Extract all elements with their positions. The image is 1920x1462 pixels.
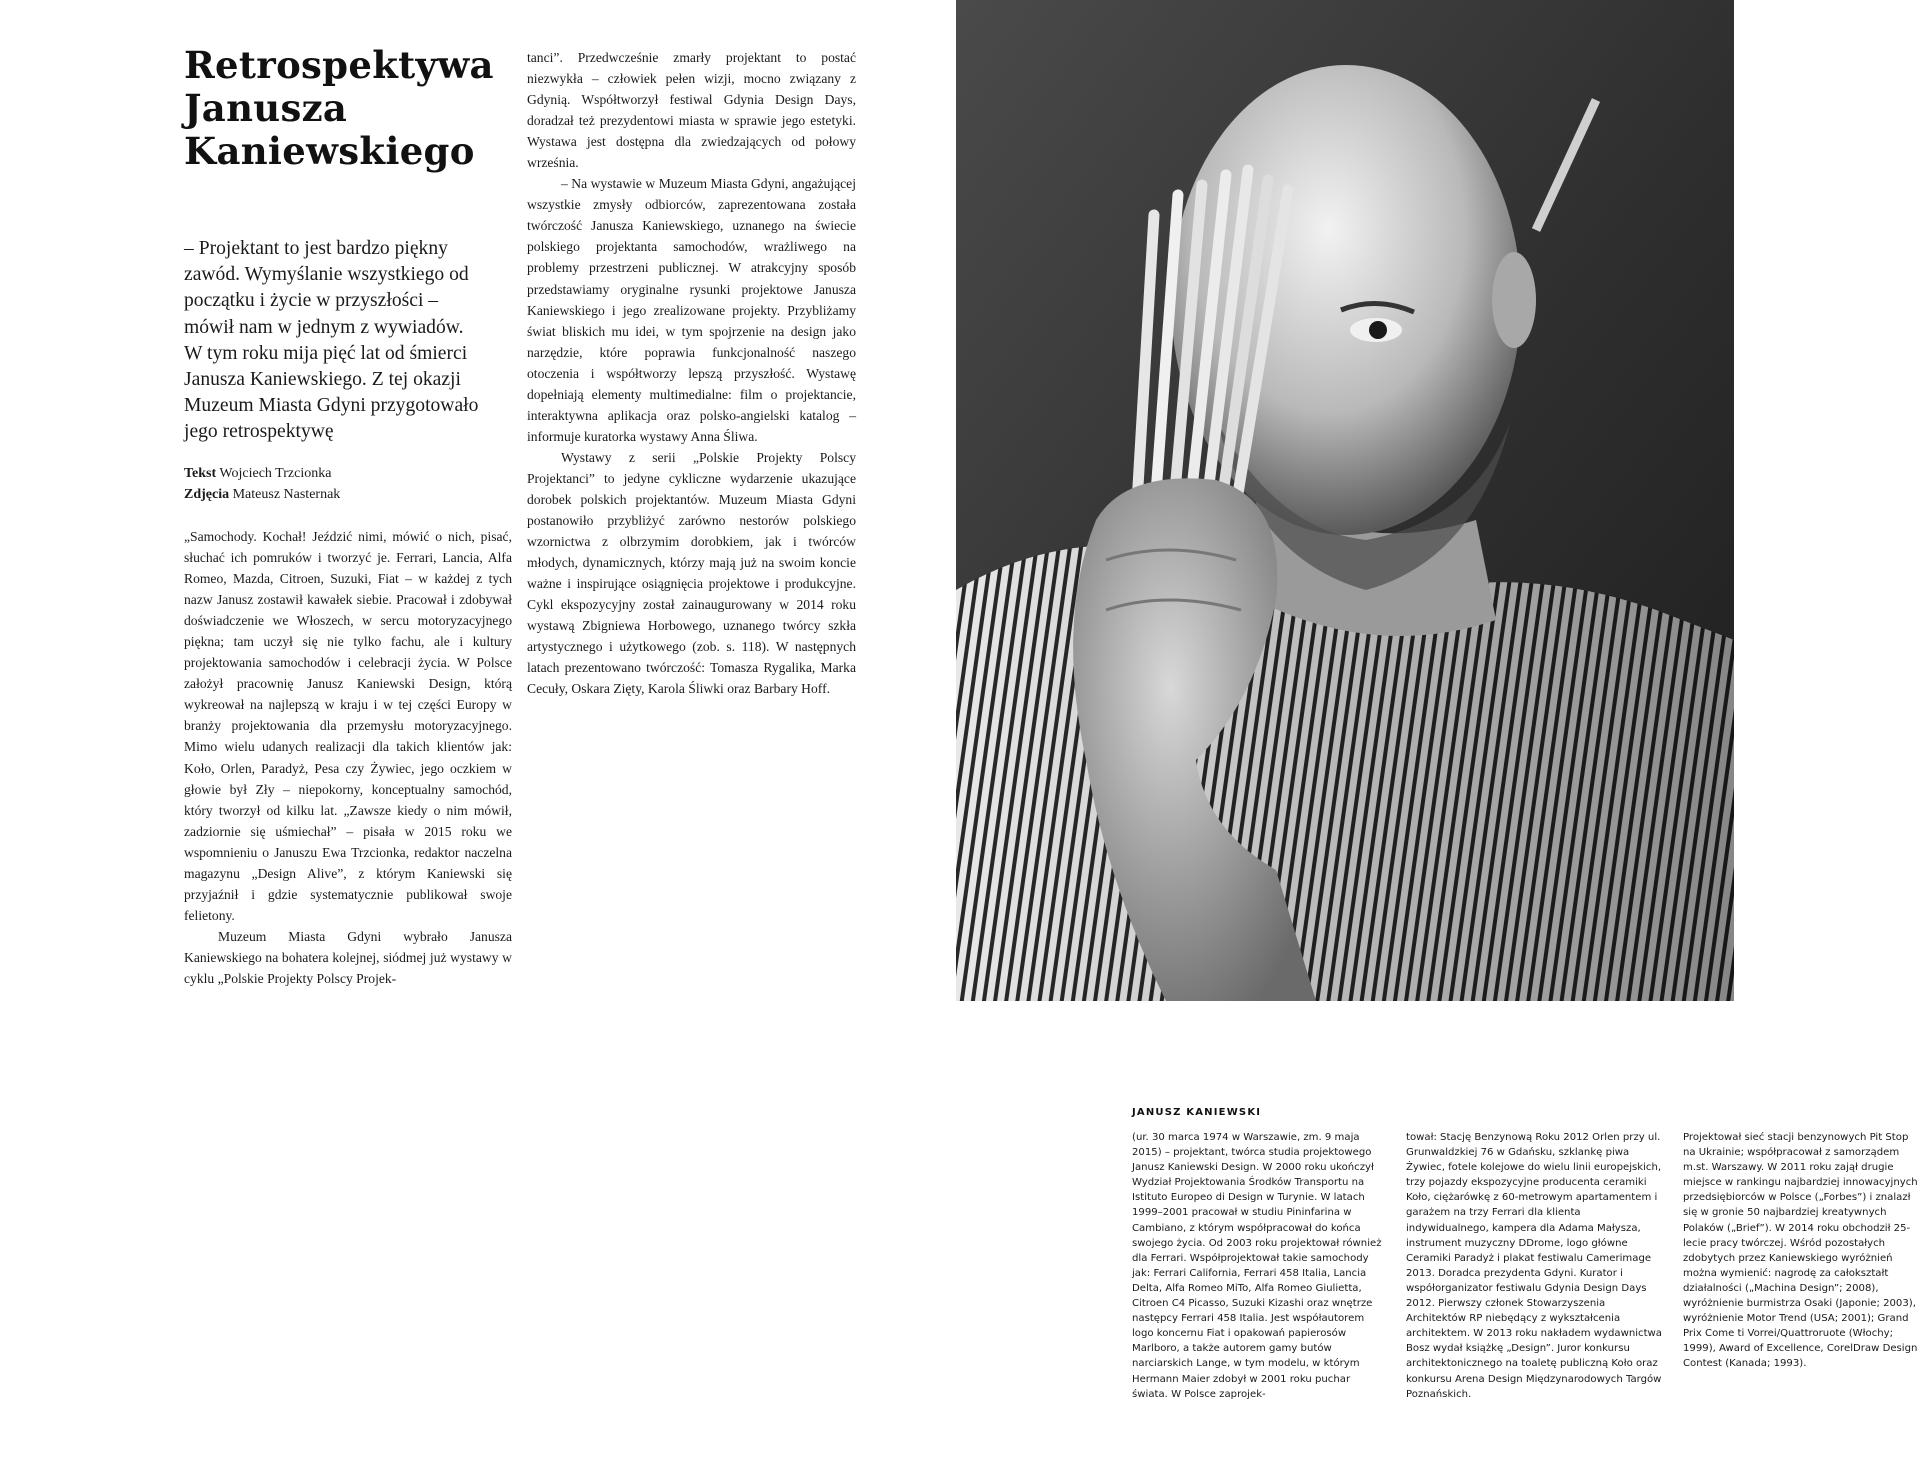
credits (184, 463, 504, 505)
bio-column-1 (1132, 1130, 1386, 1402)
text-credit (184, 463, 504, 484)
article-lead: – Projektant to jest bardzo piękny zawód. Wymyślanie wszystkiego od początku i życie w przyszłości – mówił nam w jednym z wywiadów. W tym roku mija pięć lat od śmierci Janusza Kaniewskiego. Z tej okazji Muzeum Miasta Gdyni przygotowało jego retrospektywę (184, 238, 479, 443)
bio-heading: JANUSZ KANIEWSKI (1132, 1107, 1262, 1118)
article-title (184, 44, 514, 173)
photo-credit-label: Zdjęcia (184, 487, 230, 502)
title-line: Retrospektywa (184, 43, 494, 87)
bio-paragraph: Projektował sieć stacji benzynowych Pit Stop na Ukrainie; współpracował z samorządem m.st. Warszawy. W 2011 roku zajął drugie miejsce w rankingu najbardziej innowacyjnych przedsiębiorców w Polsce („Forbes”) i znalazł się w gronie 50 najbardziej kreatywnych Polaków („Brief”). W 2014 roku obchodził 25-lecie pracy twórczej. Wśród pozostałych zdobytych przez Kaniewskiego wyróżnień można wymienić: nagrodę za całokształt działalności („Machina Design”; 2008), wyróżnienie burmistrza Osaki (Japonie; 2003), wyróżnienie Motor Trend (USA; 2001); Grand Prix Come ti Vorrei/Quattroruote (Włochy; 1999), Award of Excellence, CorelDraw Design Contest (Kanada; 1993). (1683, 1132, 1918, 1370)
text-credit-author: Wojciech Trzcionka (219, 466, 332, 481)
body-paragraph: Muzeum Miasta Gdyni wybrało Janusza Kaniewskiego na bohatera kolejnej, siódmej już wystawy w cyklu „Polskie Projekty Polscy Projek- (184, 928, 512, 986)
body-paragraph: – Na wystawie w Muzeum Miasta Gdyni, angażującej wszystkie zmysły odbiorców, zaprezentowana została twórczość Janusza Kaniewskiego, uznanego na świecie polskiego projektanta samochodów, wrażliwego na problemy przestrzeni publicznej. W atrakcyjny sposób przedstawiamy oryginalne rysunki projektowe Janusza Kaniewskiego i jego zrealizowane projekty. Przybliżamy świat bliskich mu idei, w tym spojrzenie na design jako narzędzie, które poprawia funkcjonalność naszego otoczenia i współtworzy lepszą przyszłość. Wystawę dopełniają elementy multimedialne: film o projektancie, interaktywna aplikacja oraz polsko-angielski katalog – informuje kuratorka wystawy Anna Śliwa. (527, 176, 856, 444)
bio-paragraph: tował: Stację Benzynową Roku 2012 Orlen przy ul. Grunwaldzkiej 76 w Gdańsku, szklankę piwa Żywiec, fotele kolejowe do wielu linii europejskich, trzy pojazdy ekspozycyjne producenta ceramiki Koło, ciężarówkę z 60-metrowym apartamentem i garażem na trzy Ferrari dla klienta indywidualnego, kampera dla Adama Małysza, instrument muzyczny DDrome, logo główne Ceramiki Paradyż i plakat festiwalu Camerimage 2013. Doradca prezydenta Gdyni. Kurator i współorganizator festiwalu Gdynia Design Days 2012. Pierwszy członek Stowarzyszenia Architektów RP niebędący z wykształcenia architektem. W 2013 roku nakładem wydawnictwa Bosz wydał książkę „Design”. Juror konkursu architektonicznego na toaletę publiczną Koło oraz konkursu Arena Design Międzynarodowych Targów Poznańskich. (1406, 1132, 1662, 1400)
title-line: Kaniewskiego (184, 129, 475, 173)
bio-paragraph: (ur. 30 marca 1974 w Warszawie, zm. 9 maja 2015) – projektant, twórca studia projektowego Janusz Kaniewski Design. W 2000 roku ukończył Wydział Projektowania Środków Transportu na Istituto Europeo di Design w Turynie. W latach 1999–2001 pracował w studiu Pininfarina w Cambiano, z którym współpracował do końca swojego życia. Od 2003 roku projektował również dla Ferrari. Współprojektował takie samochody jak: Ferrari California, Ferrari 458 Italia, Lancia Delta, Alfa Romeo MiTo, Alfa Romeo Giulietta, Citroen C4 Picasso, Suzuki Kizashi oraz wnętrze następcy Ferrari 458 Italia. Jest współautorem logo koncernu Fiat i opakowań papierosów Marlboro, a także autorem gamy butów narciarskich Lange, w tym modelu, w którym Hermann Maier zdobył w 2001 roku puchar świata. W Polsce zaprojek- (1132, 1132, 1382, 1400)
body-column-2 (527, 47, 856, 699)
photo-credit (184, 484, 504, 505)
body-paragraph: tanci”. Przedwcześnie zmarły projektant to postać niezwykła – człowiek pełen wizji, mocno związany z Gdynią. Współtworzył festiwal Gdynia Design Days, doradzał też prezydentowi miasta w sprawie jego estetyki. Wystawa jest dostępna dla zwiedzających od połowy września. (527, 50, 856, 171)
portrait-photo (956, 0, 1734, 1001)
bio-column-3 (1683, 1130, 1920, 1372)
photo-credit-author: Mateusz Nasternak (232, 487, 341, 502)
portrait-illustration (956, 0, 1734, 1001)
body-column-1 (184, 526, 512, 989)
bio-column-2 (1406, 1130, 1662, 1402)
body-paragraph: „Samochody. Kochał! Jeździć nimi, mówić o nich, pisać, słuchać ich pomruków i tworzyć je. Ferrari, Lancia, Alfa Romeo, Mazda, Citroen, Suzuki, Fiat – w każdej z tych nazw Janusz zostawił kawałek siebie. Pracował i zdobywał doświadczenie we Włoszech, w sercu motoryzacyjnego piękna; tam uczył się nie tylko fachu, ale i kultury projektowania samochodów i celebracji życia. W Polsce założył pracownię Janusz Kaniewski Design, którą wykreował na najlepszą w kraju i w tej części Europy w branży projektowania dla przemysłu motoryzacyjnego. Mimo wielu udanych realizacji dla takich klientów jak: Koło, Orlen, Paradyż, Pesa czy Żywiec, jego oczkiem w głowie był Zły – niepokorny, konceptualny samochód, który tworzył od kilku lat. „Zawsze kiedy o nim mówił, zadziornie się uśmiechał” – pisała w 2015 roku we wspomnieniu o Januszu Ewa Trzcionka, redaktor naczelna magazynu „Design Alive”, z którym Kaniewski się przyjaźnił i gdzie systematycznie publikował swoje felietony. (184, 529, 512, 923)
body-paragraph: Wystawy z serii „Polskie Projekty Polscy Projektanci” to jedyne cykliczne wydarzenie ukazujące dorobek polskich projektantów. Muzeum Miasta Gdyni postanowiło przybliżyć zarówno nestorów polskiego wzornictwa z olbrzymim dorobkiem, jak i twórców młodych, dynamicznych, którzy mają już na swoim koncie ważne i inspirujące osiągnięcia projektowe i produkcyjne. Cykl ekspozycyjny został zainaugurowany w 2014 roku wystawą Zbigniewa Horbowego, uznanego twórcy szkła artystycznego i użytkowego (zob. s. 118). W następnych latach prezentowano twórczość: Tomasza Rygalika, Marka Cecuły, Oskara Zięty, Karola Śliwki oraz Barbary Hoff. (527, 449, 856, 697)
title-line: Janusza (184, 86, 348, 130)
text-credit-label: Tekst (184, 466, 217, 481)
